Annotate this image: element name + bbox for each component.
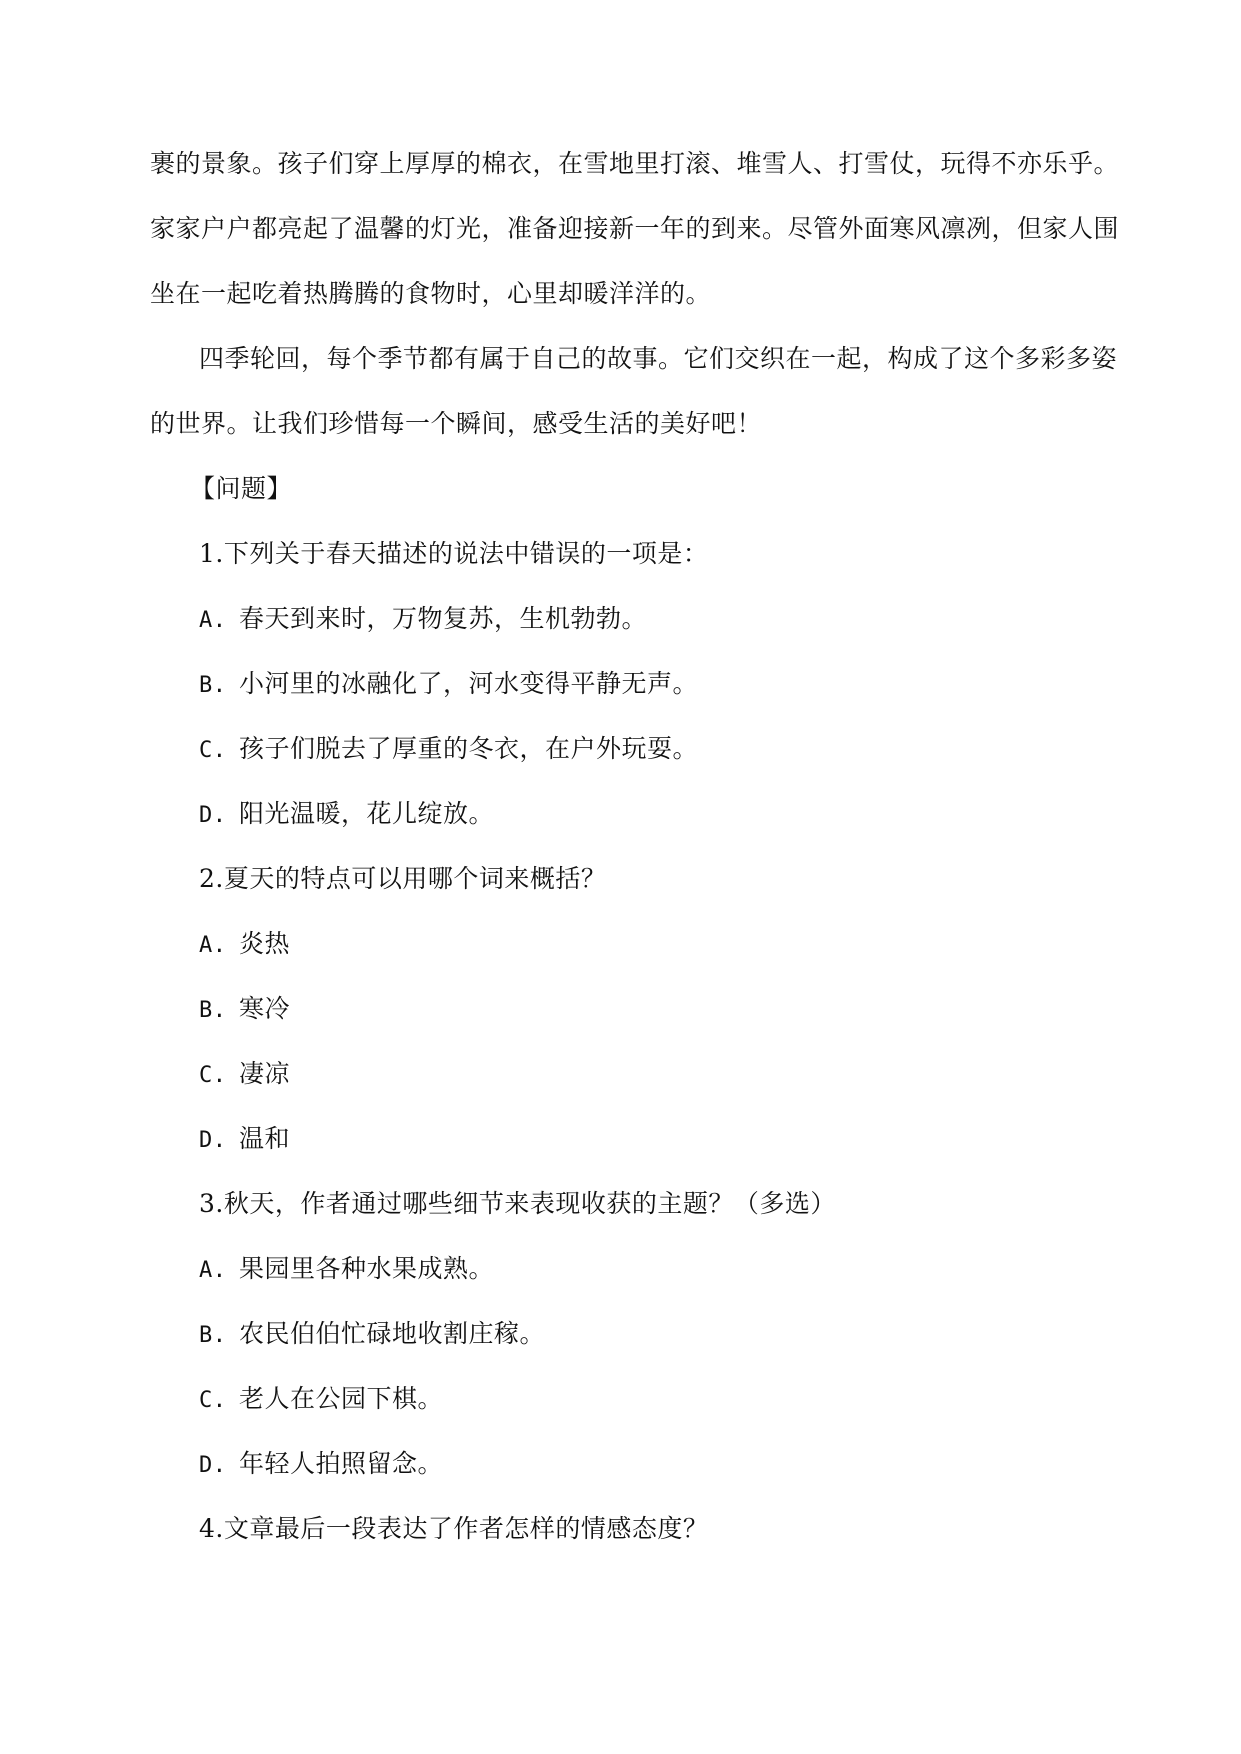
option-text: 寒冷 (239, 994, 291, 1023)
option-letter: A. (199, 933, 227, 958)
option-text: 孩子们脱去了厚重的冬衣，在户外玩耍。 (239, 734, 699, 763)
question-3-option-c (199, 1382, 443, 1418)
option-letter: A. (199, 608, 227, 633)
option-letter: A. (199, 1258, 227, 1283)
question-2-option-a (199, 927, 290, 963)
question-1-option-b (199, 667, 698, 703)
option-text: 春天到来时，万物复苏，生机勃勃。 (239, 604, 648, 633)
option-letter: B. (199, 998, 227, 1023)
question-2-option-b (199, 992, 290, 1028)
option-letter: D. (199, 1128, 227, 1153)
question-1-option-c (199, 732, 698, 768)
questions-header: 【问题】 (190, 474, 293, 503)
winter-paragraph-line-1: 裹的景象。孩子们穿上厚厚的棉衣，在雪地里打滚、堆雪人、打雪仗，玩得不亦乐乎。 (150, 149, 1120, 178)
option-letter: D. (199, 803, 227, 828)
option-text: 炎热 (239, 929, 291, 958)
question-1-option-d (199, 797, 494, 833)
question-1-option-a (199, 602, 647, 638)
option-letter: B. (199, 1323, 227, 1348)
closing-paragraph-line-2: 的世界。让我们珍惜每一个瞬间，感受生活的美好吧！ (150, 409, 763, 438)
option-letter: D. (199, 1453, 227, 1478)
option-letter: B. (199, 673, 227, 698)
question-4-text: 4.文章最后一段表达了作者怎样的情感态度？ (199, 1514, 709, 1543)
winter-paragraph-line-2: 家家户户都亮起了温馨的灯光，准备迎接新一年的到来。尽管外面寒风凛冽，但家人围 (150, 214, 1120, 243)
option-letter: C. (199, 1388, 227, 1413)
option-text: 温和 (239, 1124, 291, 1153)
option-letter: C. (199, 1063, 227, 1088)
question-1-text: 1.下列关于春天描述的说法中错误的一项是： (199, 539, 709, 568)
question-3-option-a (199, 1252, 494, 1288)
option-text: 老人在公园下棋。 (239, 1384, 444, 1413)
option-text: 年轻人拍照留念。 (239, 1449, 444, 1478)
closing-paragraph-line-1: 四季轮回，每个季节都有属于自己的故事。它们交织在一起，构成了这个多彩多姿 (199, 344, 1118, 373)
option-letter: C. (199, 738, 227, 763)
option-text: 小河里的冰融化了，河水变得平静无声。 (239, 669, 699, 698)
question-3-option-b (199, 1317, 545, 1353)
option-text: 凄凉 (239, 1059, 291, 1088)
question-2-option-d (199, 1122, 290, 1158)
question-3-option-d (199, 1447, 443, 1483)
option-text: 果园里各种水果成熟。 (239, 1254, 495, 1283)
question-2-option-c (199, 1057, 290, 1093)
winter-paragraph-line-3: 坐在一起吃着热腾腾的食物时，心里却暖洋洋的。 (150, 279, 712, 308)
question-2-text: 2.夏天的特点可以用哪个词来概括？ (199, 864, 607, 893)
question-3-text: 3.秋天，作者通过哪些细节来表现收获的主题？（多选） (199, 1189, 836, 1218)
option-text: 农民伯伯忙碌地收割庄稼。 (239, 1319, 546, 1348)
option-text: 阳光温暖，花儿绽放。 (239, 799, 495, 828)
